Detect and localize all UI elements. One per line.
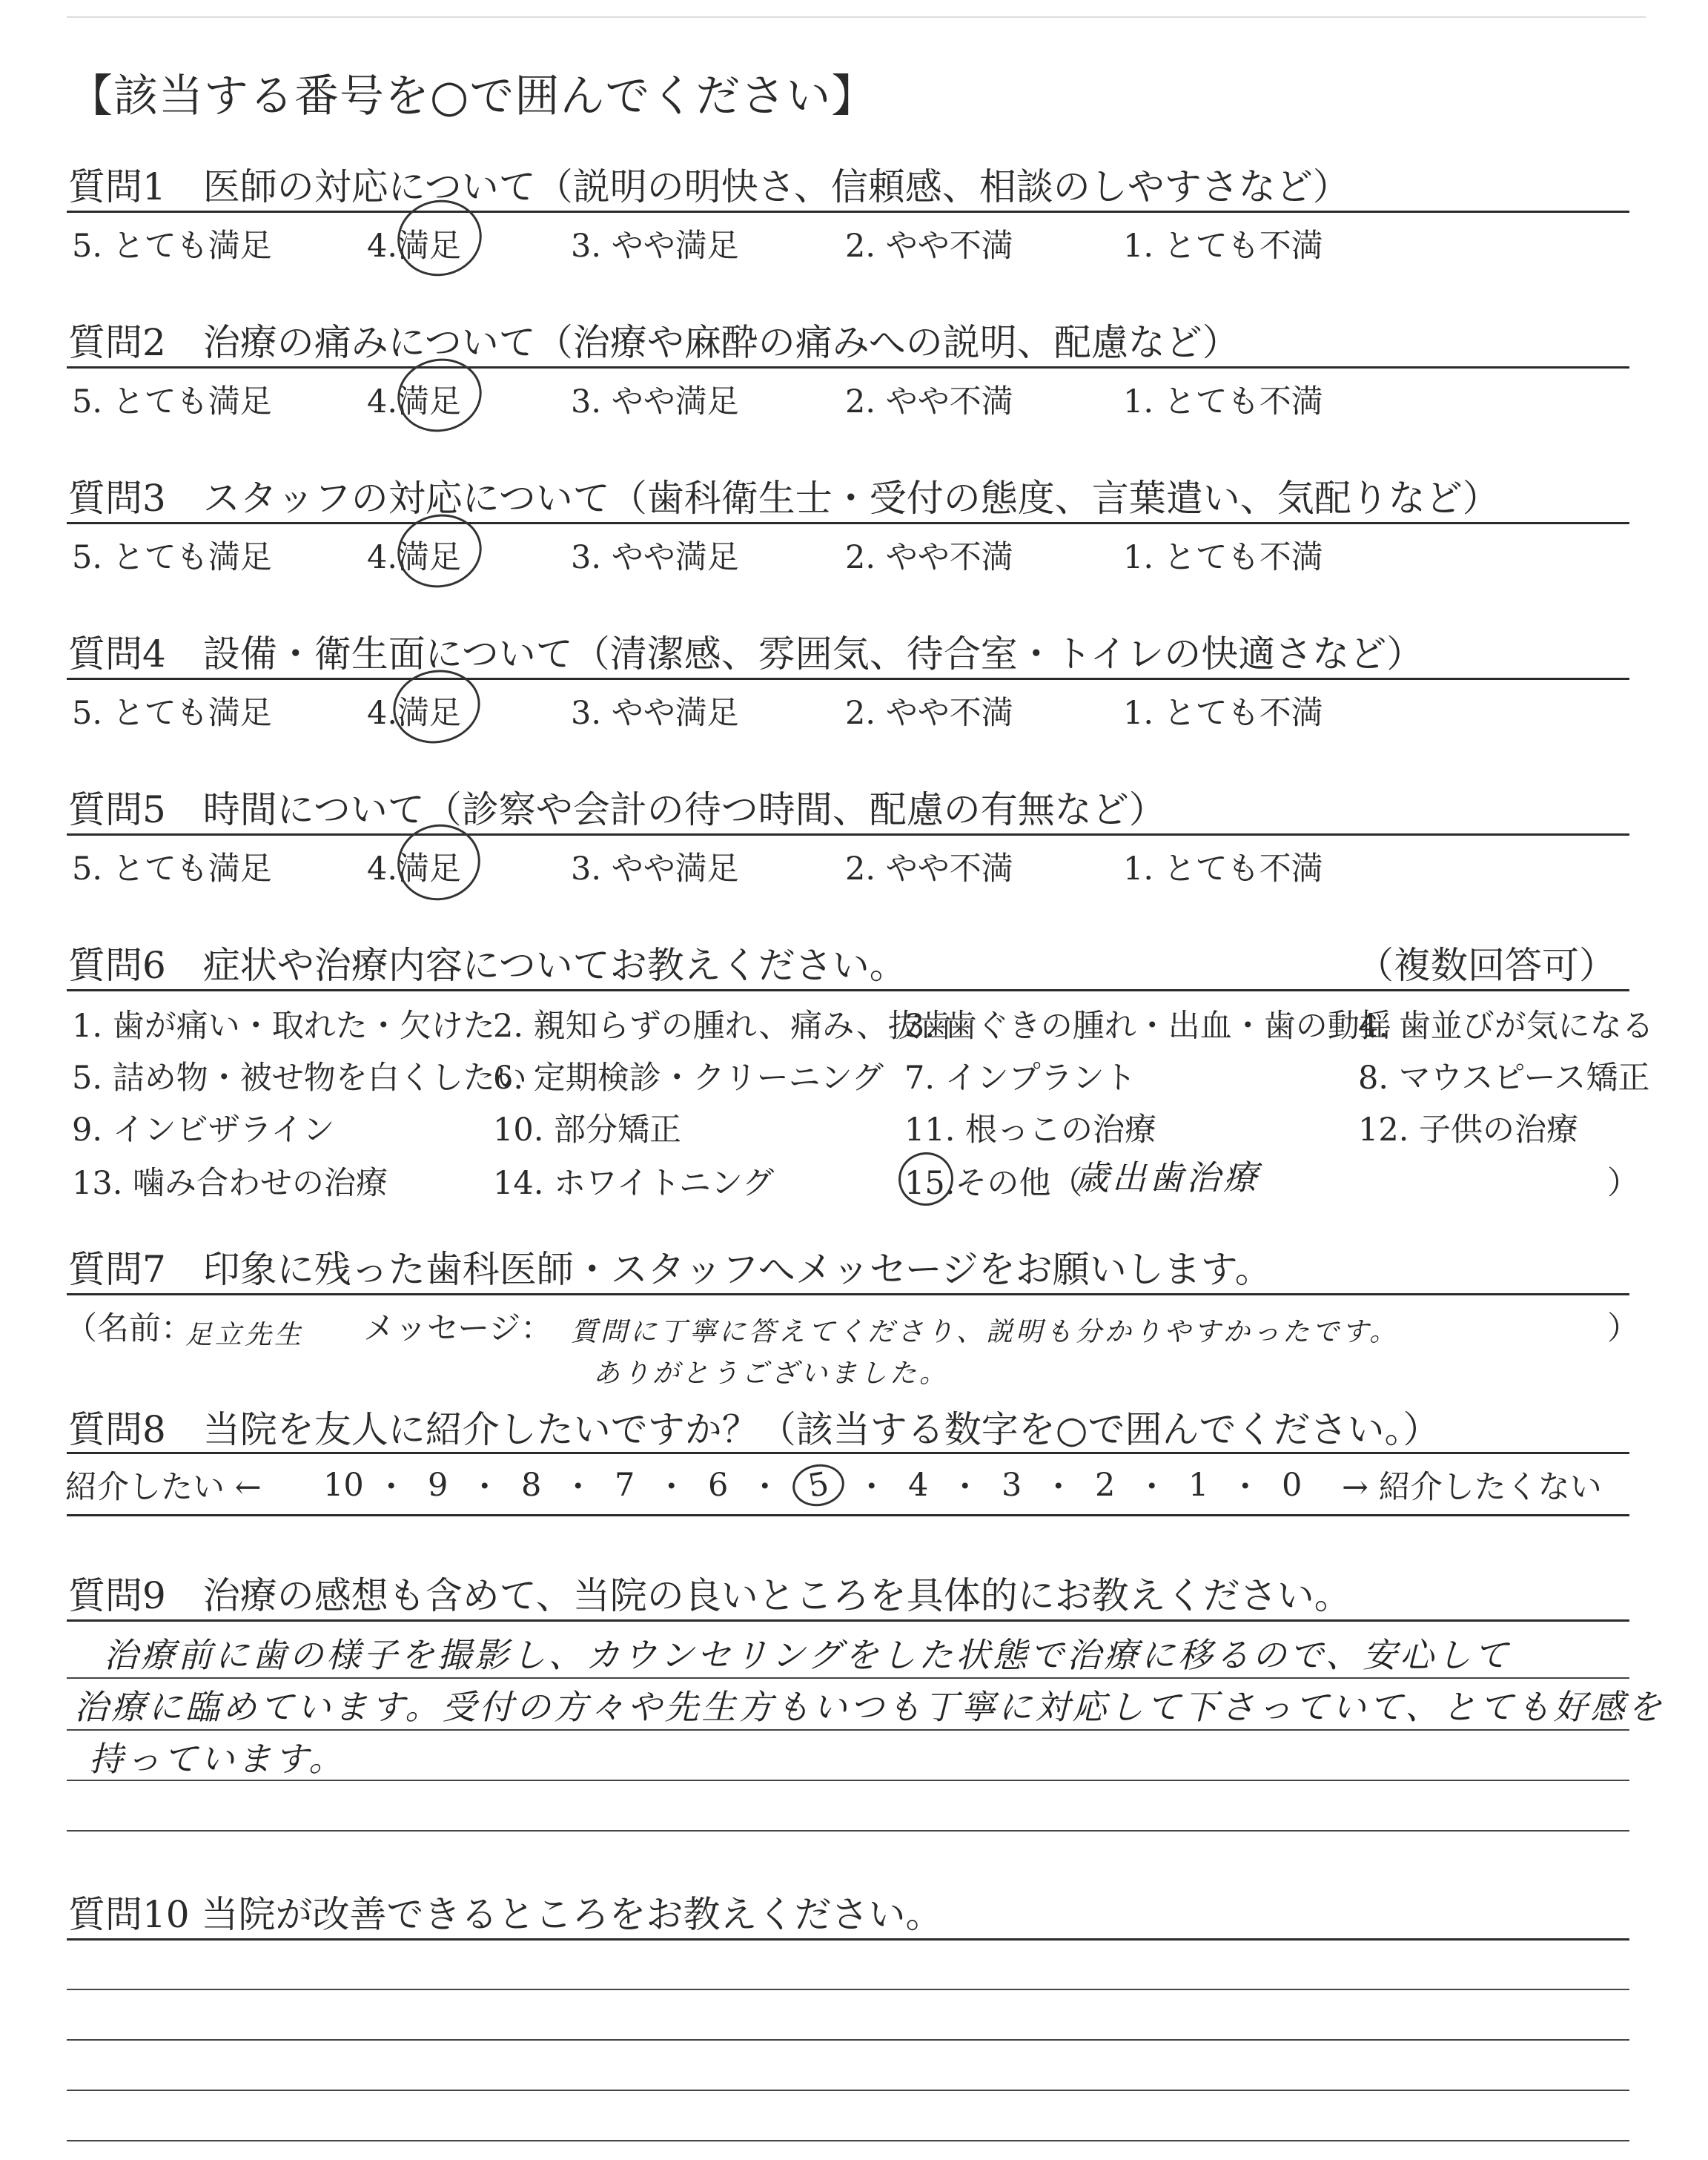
q8-scale-value-5-selected[interactable]: 5	[789, 1460, 847, 1510]
q10-line-4	[67, 2090, 1629, 2091]
q1-option-1[interactable]: 1. とても不満	[1123, 228, 1323, 265]
q6-item-15-close: ）	[1607, 1165, 1639, 1202]
q7-message-label: メッセージ：	[363, 1310, 553, 1347]
q8-scale-value-4[interactable]: 4	[908, 1466, 929, 1504]
question-5-title: 質問5 時間について（診察や会計の待つ時間、配慮の有無など）	[68, 788, 1166, 831]
q8-scale-value-2[interactable]: 2	[1095, 1466, 1116, 1504]
q6-item-4[interactable]: 4. 歯並びが気になる	[1358, 1008, 1654, 1045]
q9-line-5	[67, 1830, 1629, 1832]
q9-line-3	[67, 1729, 1629, 1731]
q6-item-1[interactable]: 1. 歯が痛い・取れた・欠けた	[72, 1008, 495, 1045]
q5-option-1[interactable]: 1. とても不満	[1123, 851, 1323, 888]
q8-scale-value-7[interactable]: 7	[615, 1466, 635, 1504]
question-4-rule	[67, 678, 1629, 680]
q8-scale-separator: ・	[562, 1469, 595, 1506]
q5-option-2[interactable]: 2. やや不満	[845, 851, 1013, 888]
q7-close-paren: ）	[1607, 1310, 1639, 1347]
q3-option-1[interactable]: 1. とても不満	[1123, 539, 1323, 576]
q8-scale-value-1[interactable]: 1	[1188, 1466, 1209, 1504]
question-1-title: 質問1 医師の対応について（説明の明快さ、信頼感、相談のしやすさなど）	[68, 165, 1350, 208]
q6-item-15[interactable]: 15.その他（	[904, 1165, 1083, 1202]
question-3-rule	[67, 522, 1629, 524]
q4-option-2[interactable]: 2. やや不満	[845, 695, 1013, 732]
q5-option-5[interactable]: 5. とても満足	[72, 851, 272, 888]
q8-scale-value-6[interactable]: 6	[708, 1466, 729, 1504]
q5-option-3[interactable]: 3. やや満足	[571, 851, 739, 888]
question-5-rule	[67, 833, 1629, 836]
q8-scale-separator: ・	[469, 1469, 501, 1506]
q6-item-3[interactable]: 3. 歯ぐきの腫れ・出血・歯の動揺	[904, 1008, 1391, 1045]
q4-option-5[interactable]: 5. とても満足	[72, 695, 272, 732]
q8-scale-separator: ・	[655, 1469, 688, 1506]
q8-scale-value-8[interactable]: 8	[521, 1466, 542, 1504]
q9-answer-line-1: 治療前に歯の様子を撮影し、カウンセリングをした状態で治療に移るので、安心して	[104, 1635, 1512, 1675]
q8-left-label: 紹介したい ←	[65, 1469, 262, 1506]
q6-item-9[interactable]: 9. インビザライン	[72, 1112, 335, 1149]
q9-line-1	[67, 1619, 1629, 1622]
q2-option-4[interactable]: 4.満足	[367, 383, 462, 420]
question-4-title: 質問4 設備・衛生面について（清潔感、雰囲気、待合室・トイレの快適さなど）	[68, 633, 1424, 676]
q6-item-14[interactable]: 14. ホワイトニング	[493, 1165, 775, 1202]
q9-answer-line-2: 治療に臨めています。受付の方々や先生方もいつも丁寧に対応して下さっていて、とても好感を	[74, 1687, 1665, 1727]
q8-scale-value-10[interactable]: 10	[323, 1466, 364, 1504]
q6-item-13[interactable]: 13. 噛み合わせの治療	[72, 1165, 388, 1202]
scan-edge	[67, 16, 1646, 18]
q2-option-1[interactable]: 1. とても不満	[1123, 383, 1323, 420]
question-7-rule	[67, 1293, 1629, 1295]
q7-message-line-1: 質問に丁寧に答えてくださり、説明も分かりやすかったです。	[571, 1317, 1400, 1347]
question-6-title: 質問6 症状や治療内容についてお教えください。	[68, 944, 907, 987]
question-7-title: 質問7 印象に残った歯科医師・スタッフへメッセージをお願いします。	[68, 1248, 1272, 1291]
question-8-rule	[67, 1452, 1629, 1454]
q6-item-12[interactable]: 12. 子供の治療	[1358, 1112, 1579, 1149]
q5-option-4[interactable]: 4.満足	[367, 851, 462, 888]
q7-name-label: （名前：	[65, 1310, 193, 1347]
q10-line-2	[67, 1989, 1629, 1990]
question-6-rule	[67, 989, 1629, 991]
q4-option-4[interactable]: 4.満足	[367, 695, 462, 732]
q10-line-5	[67, 2140, 1629, 2141]
question-3-title: 質問3 スタッフの対応について（歯科衛生士・受付の態度、言葉遣い、気配りなど）	[68, 477, 1500, 520]
q6-item-11[interactable]: 11. 根っこの治療	[904, 1112, 1157, 1149]
q8-scale-value-0[interactable]: 0	[1282, 1466, 1302, 1504]
q6-item-7[interactable]: 7. インプラント	[904, 1060, 1136, 1097]
q1-option-5[interactable]: 5. とても満足	[72, 228, 272, 265]
q6-item-2[interactable]: 2. 親知らずの腫れ、痛み、抜歯	[493, 1008, 952, 1045]
q6-item-6[interactable]: 6. 定期検診・クリーニング	[493, 1060, 884, 1097]
question-10-title: 質問10 当院が改善できるところをお教えください。	[68, 1893, 943, 1936]
q2-option-5[interactable]: 5. とても満足	[72, 383, 272, 420]
q6-item-8[interactable]: 8. マウスピース矯正	[1358, 1060, 1650, 1097]
q3-option-5[interactable]: 5. とても満足	[72, 539, 272, 576]
q3-option-3[interactable]: 3. やや満足	[571, 539, 739, 576]
question-9-title: 質問9 治療の感想も含めて、当院の良いところを具体的にお教えください。	[68, 1574, 1351, 1617]
q8-scale-separator: ・	[1229, 1469, 1262, 1506]
q9-line-2	[67, 1677, 1629, 1679]
q8-scale-separator: ・	[749, 1469, 781, 1506]
q6-item-10[interactable]: 10. 部分矯正	[493, 1112, 682, 1149]
q8-scale-separator: ・	[949, 1469, 982, 1506]
q10-line-1	[67, 1938, 1629, 1941]
q8-scale-separator: ・	[1042, 1469, 1075, 1506]
q8-right-label: → 紹介したくない	[1342, 1469, 1602, 1506]
q2-option-2[interactable]: 2. やや不満	[845, 383, 1013, 420]
q3-option-4[interactable]: 4.満足	[367, 539, 462, 576]
q4-option-1[interactable]: 1. とても不満	[1123, 695, 1323, 732]
q2-option-3[interactable]: 3. やや満足	[571, 383, 739, 420]
q4-option-3[interactable]: 3. やや満足	[571, 695, 739, 732]
question-8-title: 質問8 当院を友人に紹介したいですか？（該当する数字を○で囲んでください。）	[68, 1408, 1440, 1451]
q3-option-2[interactable]: 2. やや不満	[845, 539, 1013, 576]
q8-scale-separator: ・	[1136, 1469, 1168, 1506]
q7-name-value: 足立先生	[185, 1320, 305, 1350]
question-6-note: （複数回答可）	[1357, 944, 1616, 987]
q9-line-4	[67, 1780, 1629, 1781]
q9-answer-line-3: 持っています。	[89, 1739, 346, 1779]
q8-scale-value-9[interactable]: 9	[428, 1466, 448, 1504]
q7-message-line-2: ありがとうございました。	[593, 1358, 950, 1389]
question-1-rule	[67, 211, 1629, 213]
q8-scale-value-3[interactable]: 3	[1002, 1466, 1022, 1504]
question-2-title: 質問2 治療の痛みについて（治療や麻酔の痛みへの説明、配慮など）	[68, 321, 1239, 364]
q8-scale-separator: ・	[375, 1469, 408, 1506]
q1-option-2[interactable]: 2. やや不満	[845, 228, 1013, 265]
q8-scale-separator: ・	[855, 1469, 888, 1506]
question-2-rule	[67, 366, 1629, 369]
q1-option-4[interactable]: 4.満足	[367, 228, 462, 265]
q6-other-answer: 歳出歯治療	[1075, 1157, 1260, 1198]
q8-scale	[323, 1462, 1311, 1507]
q6-item-5[interactable]: 5. 詰め物・被せ物を白くしたい	[72, 1060, 527, 1097]
form-heading: 【該当する番号を○で囲んでください】	[68, 70, 877, 122]
question-8-bottom-rule	[67, 1514, 1629, 1516]
q1-option-3[interactable]: 3. やや満足	[571, 228, 739, 265]
q10-line-3	[67, 2039, 1629, 2041]
